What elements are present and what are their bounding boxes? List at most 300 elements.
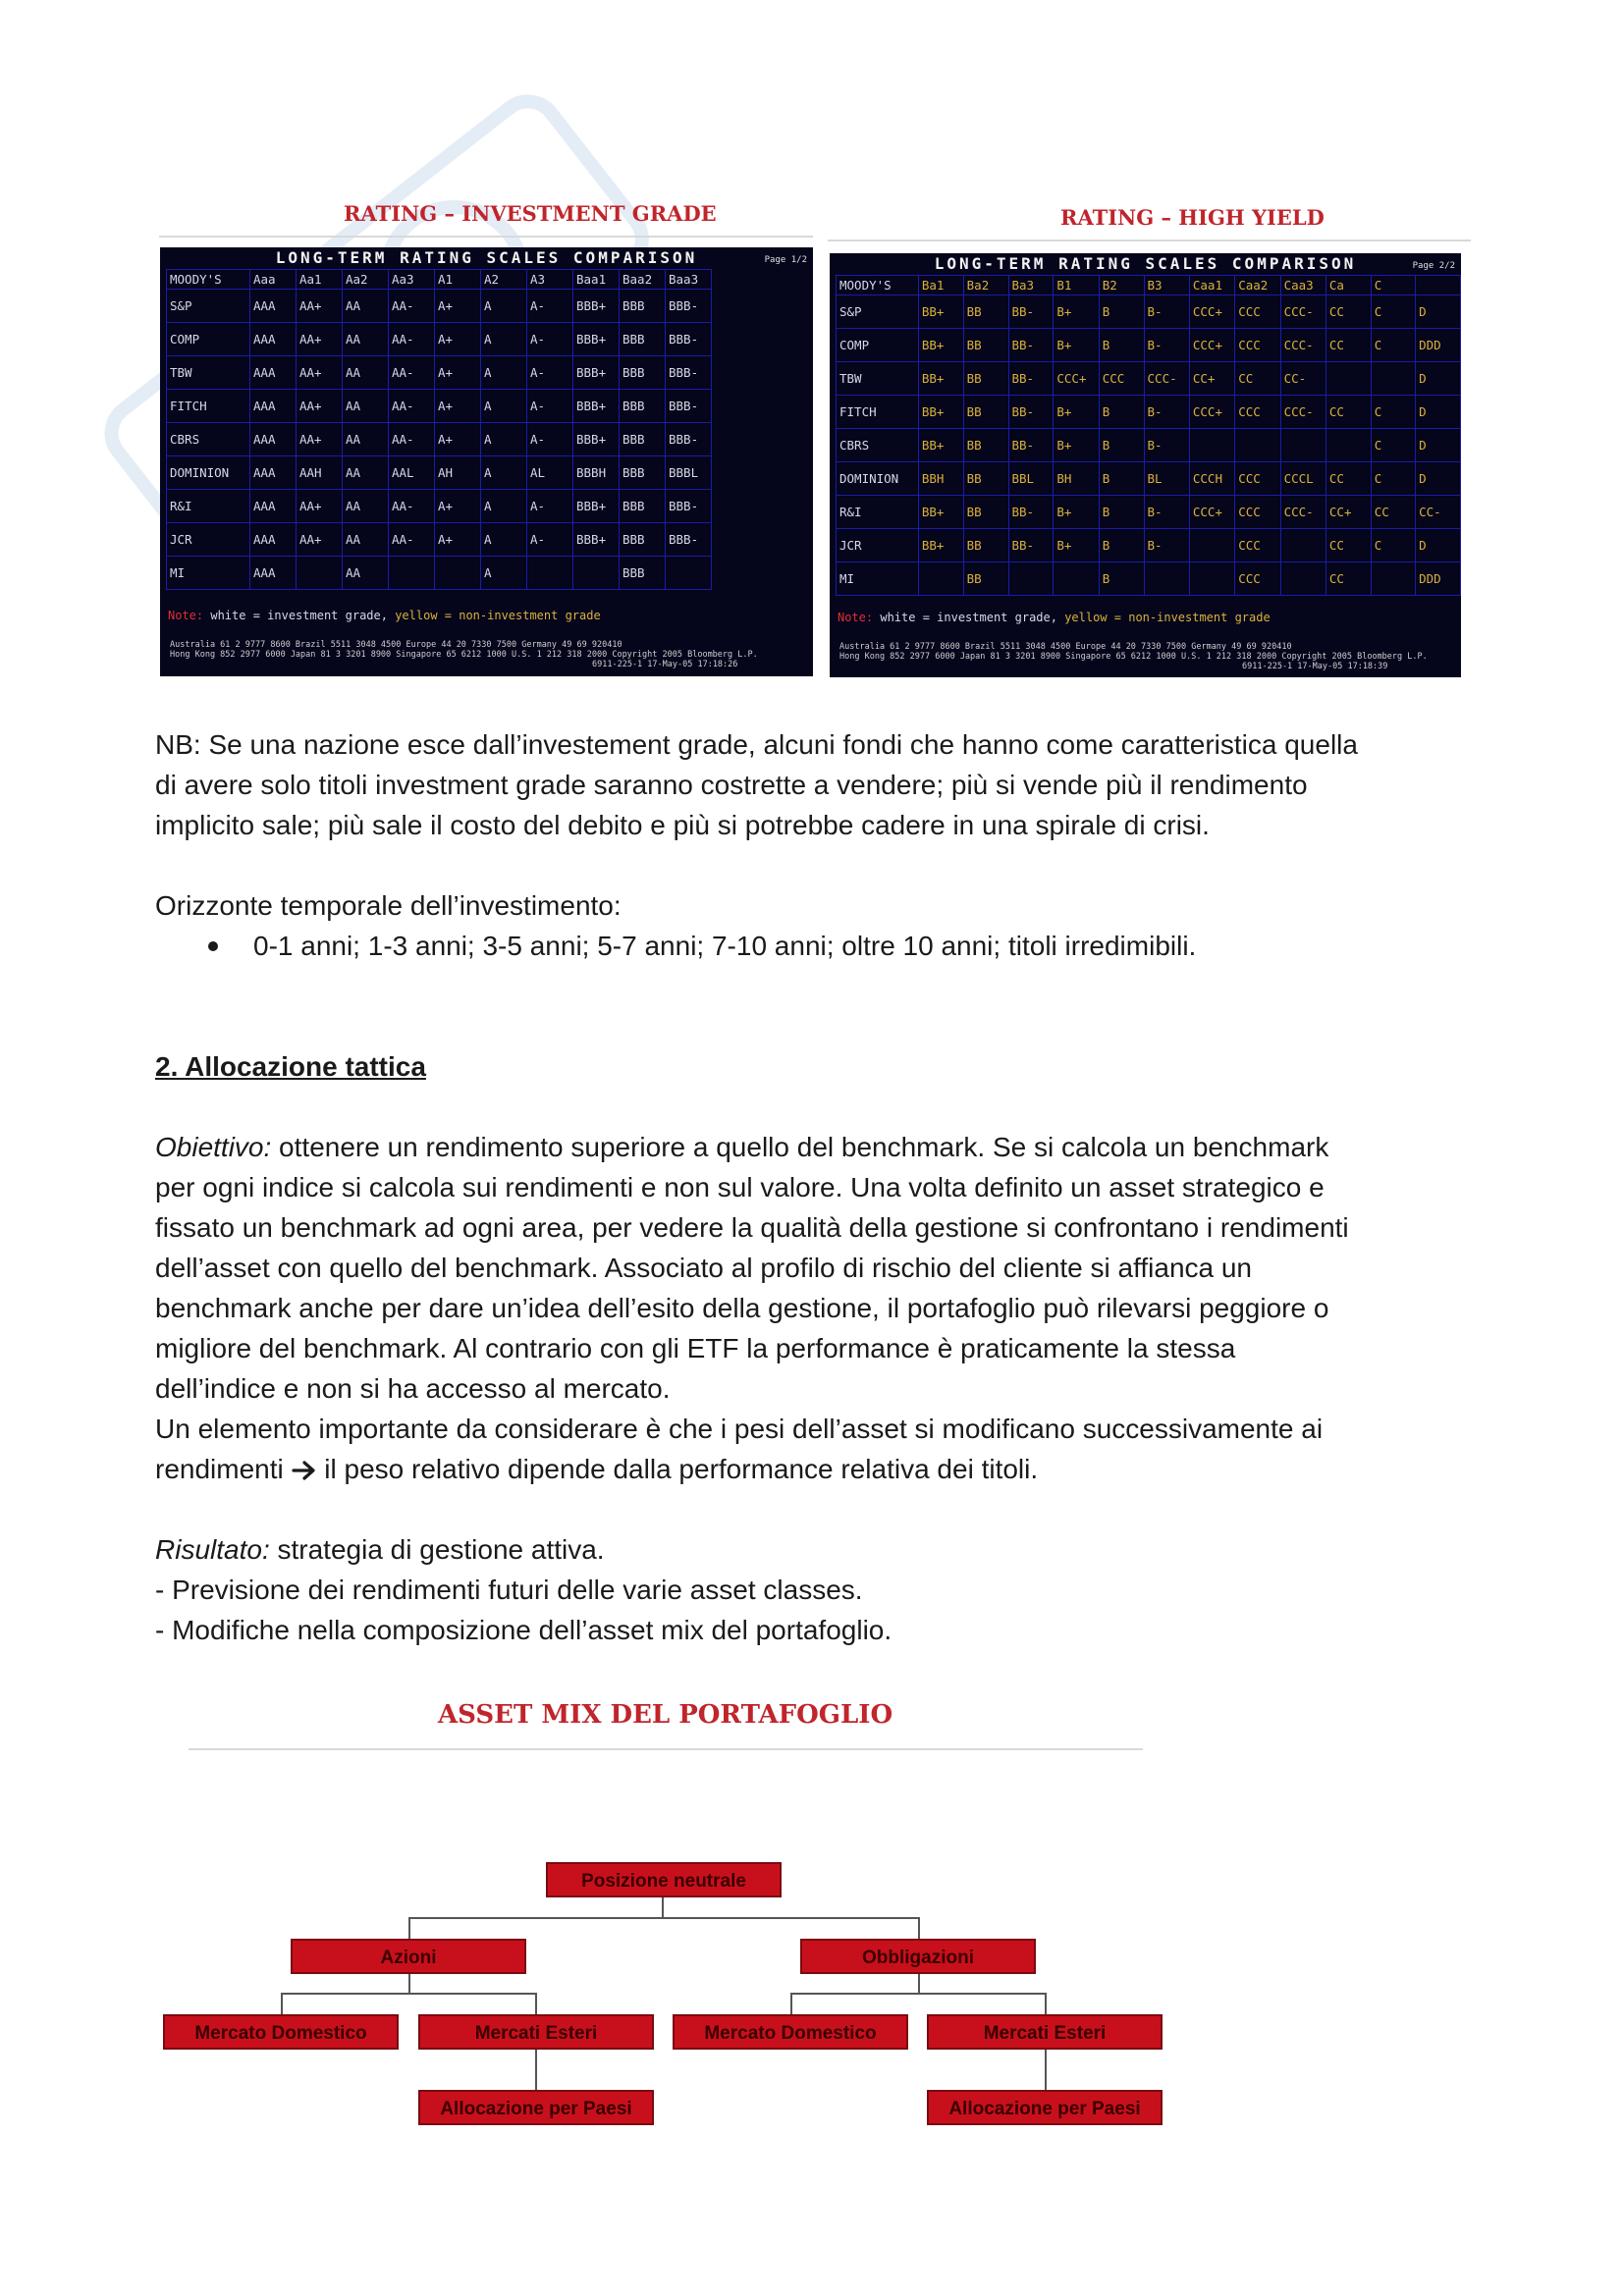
rating-cell: BBB- bbox=[666, 523, 712, 557]
connector bbox=[281, 1993, 536, 1995]
rating-cell: AAA bbox=[250, 290, 297, 323]
rating-cell: B2 bbox=[1099, 276, 1144, 295]
rating-cell: A3 bbox=[527, 270, 573, 290]
rating-cell bbox=[1280, 562, 1325, 596]
agency-cell: DOMINION bbox=[837, 462, 919, 496]
footer-timestamp: 6911-225-1 17-May-05 17:18:39 bbox=[1242, 662, 1388, 671]
rating-cell: BBB bbox=[620, 490, 666, 523]
rating-cell: CC+ bbox=[1325, 496, 1371, 529]
connector bbox=[535, 2049, 537, 2092]
paragraph-line: Un elemento importante da considerare è che i pesi dell’asset si modificano successivamente ai bbox=[155, 1414, 1324, 1444]
rating-cell: BB+ bbox=[918, 496, 963, 529]
rating-cell bbox=[1189, 562, 1234, 596]
paragraph-line: NB: Se una nazione esce dall’investement grade, alcuni fondi che hanno come caratteristica quella bbox=[155, 729, 1358, 760]
connector bbox=[408, 1917, 410, 1941]
rating-cell: CCC+ bbox=[1054, 362, 1099, 396]
rating-cell: BBB bbox=[620, 557, 666, 590]
agency-cell: CBRS bbox=[167, 423, 250, 456]
paragraph-line: migliore del benchmark. Al contrario con gli ETF la performance è praticamente la stessa bbox=[155, 1333, 1236, 1363]
paragraph-line: implicito sale; più sale il costo del debito e più si potrebbe cadere in una spirale di crisi. bbox=[155, 810, 1210, 840]
rating-cell: B+ bbox=[1054, 429, 1099, 462]
rating-cell: B+ bbox=[1054, 496, 1099, 529]
rating-cell: CC bbox=[1371, 496, 1415, 529]
rating-cell: AA- bbox=[389, 423, 435, 456]
paragraph-line: benchmark anche per dare un’idea dell’esito della gestione, il portafoglio può rilevarsi peggiore o bbox=[155, 1293, 1329, 1323]
table-row bbox=[837, 496, 1461, 529]
rating-cell bbox=[1054, 562, 1099, 596]
rating-cell: AL bbox=[527, 456, 573, 490]
paragraph-line: dell’asset con quello del benchmark. Associato al profilo di rischio del cliente si affianca un bbox=[155, 1253, 1253, 1283]
note bbox=[838, 611, 1271, 624]
rating-cell: CC bbox=[1325, 295, 1371, 329]
agency-cell: MOODY'S bbox=[167, 270, 250, 290]
paragraph-text: rendimenti bbox=[155, 1454, 292, 1484]
rating-cell: BBBL bbox=[666, 456, 712, 490]
rating-cell: CC bbox=[1235, 362, 1280, 396]
rating-cell bbox=[1325, 362, 1371, 396]
agency-cell: MOODY'S bbox=[837, 276, 919, 295]
rating-cell: AA- bbox=[389, 390, 435, 423]
rating-cell: CCC- bbox=[1280, 295, 1325, 329]
rating-cell: B- bbox=[1144, 496, 1189, 529]
agency-cell: COMP bbox=[167, 323, 250, 356]
rating-cell: BBB- bbox=[666, 423, 712, 456]
paragraph-line bbox=[155, 1449, 1038, 1489]
rating-cell: A+ bbox=[435, 490, 481, 523]
rating-cell bbox=[918, 562, 963, 596]
agency-cell: MI bbox=[837, 562, 919, 596]
rating-cell: CCC- bbox=[1280, 396, 1325, 429]
rating-cell: A+ bbox=[435, 390, 481, 423]
rating-cell: Ba3 bbox=[1008, 276, 1054, 295]
rating-cell: BBB- bbox=[666, 490, 712, 523]
rating-cell: Caa2 bbox=[1235, 276, 1280, 295]
paragraph-line: - Previsione dei rendimenti futuri delle varie asset classes. bbox=[155, 1575, 863, 1605]
investment-grade-table bbox=[160, 247, 813, 676]
rating-cell: BBL bbox=[1008, 462, 1054, 496]
rating-cell: C bbox=[1371, 429, 1415, 462]
rating-cell bbox=[1235, 429, 1280, 462]
footer-timestamp: 6911-225-1 17-May-05 17:18:26 bbox=[592, 660, 738, 669]
bullet-icon bbox=[208, 941, 218, 951]
rating-cell: Baa2 bbox=[620, 270, 666, 290]
rating-cell: A1 bbox=[435, 270, 481, 290]
rating-cell: B- bbox=[1144, 429, 1189, 462]
rating-cell bbox=[1280, 529, 1325, 562]
connector bbox=[790, 1993, 1046, 1995]
rating-cell: BB+ bbox=[918, 362, 963, 396]
divider bbox=[189, 1748, 1143, 1750]
rating-cell: CCC bbox=[1235, 496, 1280, 529]
rating-cell: A bbox=[481, 490, 527, 523]
header-row bbox=[837, 276, 1461, 295]
rating-cell: CCC bbox=[1235, 462, 1280, 496]
rating-cell: D bbox=[1416, 396, 1461, 429]
rating-cell: AH bbox=[435, 456, 481, 490]
rating-cell: B bbox=[1099, 529, 1144, 562]
rating-cell: BB bbox=[963, 295, 1008, 329]
rating-cell: AA+ bbox=[297, 323, 343, 356]
rating-cell: BBB+ bbox=[573, 390, 620, 423]
connector bbox=[408, 1917, 919, 1919]
connector bbox=[1045, 1993, 1047, 2016]
rating-cell: Caa3 bbox=[1280, 276, 1325, 295]
paragraph-text: ottenere un rendimento superiore a quello del benchmark. Se si calcola un benchmark bbox=[271, 1132, 1329, 1162]
rating-cell: BB bbox=[963, 562, 1008, 596]
rating-cell: C bbox=[1371, 462, 1415, 496]
divider bbox=[159, 236, 813, 238]
label-obiettivo: Obiettivo: bbox=[155, 1132, 272, 1162]
rating-cell: BB- bbox=[1008, 496, 1054, 529]
rating-cell: Baa1 bbox=[573, 270, 620, 290]
rating-cell: BBB+ bbox=[573, 356, 620, 390]
rating-cell: CCC- bbox=[1144, 362, 1189, 396]
rating-cell: AAH bbox=[297, 456, 343, 490]
rating-cell: AA bbox=[343, 490, 389, 523]
rating-cell: AAA bbox=[250, 523, 297, 557]
node-posizione-neutrale: Posizione neutrale bbox=[546, 1862, 782, 1897]
rating-cell: A- bbox=[527, 356, 573, 390]
rating-cell: AA- bbox=[389, 490, 435, 523]
rating-cell: A+ bbox=[435, 423, 481, 456]
rating-cell: C bbox=[1371, 396, 1415, 429]
agency-cell: FITCH bbox=[837, 396, 919, 429]
connector bbox=[790, 1993, 792, 2016]
rating-cell: B1 bbox=[1054, 276, 1099, 295]
rating-cell bbox=[666, 557, 712, 590]
rating-cell bbox=[389, 557, 435, 590]
rating-cell: BBB bbox=[620, 456, 666, 490]
paragraph-line: - Modifiche nella composizione dell’asset mix del portafoglio. bbox=[155, 1615, 893, 1645]
table-row bbox=[167, 290, 712, 323]
agency-cell: TBW bbox=[837, 362, 919, 396]
rating-cell: CCC- bbox=[1280, 329, 1325, 362]
rating-cell: AAA bbox=[250, 423, 297, 456]
divider bbox=[828, 240, 1471, 241]
rating-cell: AAA bbox=[250, 356, 297, 390]
agency-cell: CBRS bbox=[837, 429, 919, 462]
rating-cell: B3 bbox=[1144, 276, 1189, 295]
table-row bbox=[167, 557, 712, 590]
connector bbox=[1045, 2049, 1047, 2092]
header-row bbox=[167, 270, 712, 290]
rating-grid bbox=[836, 275, 1461, 596]
rating-cell: B+ bbox=[1054, 529, 1099, 562]
rating-cell: A- bbox=[527, 523, 573, 557]
rating-cell: AAA bbox=[250, 490, 297, 523]
rating-cell: BB bbox=[963, 462, 1008, 496]
rating-cell: BBB bbox=[620, 523, 666, 557]
rating-cell: AA+ bbox=[297, 290, 343, 323]
rating-cell: B bbox=[1099, 429, 1144, 462]
rating-cell: AA+ bbox=[297, 490, 343, 523]
screen-title-text: LONG-TERM RATING SCALES COMPARISON bbox=[934, 254, 1357, 273]
paragraph-line bbox=[155, 1127, 1328, 1167]
screen-title bbox=[160, 247, 813, 269]
rating-cell: A+ bbox=[435, 356, 481, 390]
rating-cell: CCC+ bbox=[1189, 396, 1234, 429]
connector bbox=[281, 1993, 283, 2016]
screen-title bbox=[830, 253, 1461, 275]
rating-cell: AA bbox=[343, 390, 389, 423]
rating-cell: CCC bbox=[1235, 396, 1280, 429]
node-azioni-allocazione-paesi: Allocazione per Paesi bbox=[418, 2090, 654, 2125]
rating-cell bbox=[1189, 529, 1234, 562]
high-yield-title: RATING – HIGH YIELD bbox=[1060, 205, 1325, 230]
rating-cell: AA bbox=[343, 290, 389, 323]
rating-cell bbox=[527, 557, 573, 590]
connector bbox=[662, 1896, 664, 1918]
rating-cell: A bbox=[481, 557, 527, 590]
rating-cell: A bbox=[481, 523, 527, 557]
rating-cell: BB bbox=[963, 362, 1008, 396]
node-obbligazioni: Obbligazioni bbox=[800, 1939, 1036, 1974]
rating-cell: BB- bbox=[1008, 529, 1054, 562]
rating-cell: BB- bbox=[1008, 429, 1054, 462]
footer-line: Australia 61 2 9777 8600 Brazil 5511 3048 4500 Europe 44 20 7330 7500 Germany 49 69 920410 bbox=[839, 642, 1292, 652]
rating-cell: CC bbox=[1325, 396, 1371, 429]
table-row bbox=[837, 429, 1461, 462]
rating-cell: AA bbox=[343, 323, 389, 356]
note-label: Note: bbox=[168, 609, 204, 622]
rating-cell: CCC bbox=[1235, 529, 1280, 562]
rating-cell: AA+ bbox=[297, 523, 343, 557]
rating-cell: BB+ bbox=[918, 396, 963, 429]
connector bbox=[408, 1974, 410, 1994]
rating-cell: CCC bbox=[1235, 329, 1280, 362]
high-yield-table bbox=[830, 253, 1461, 677]
rating-cell: BBH bbox=[918, 462, 963, 496]
rating-cell: B+ bbox=[1054, 295, 1099, 329]
agency-cell: DOMINION bbox=[167, 456, 250, 490]
rating-cell: B- bbox=[1144, 295, 1189, 329]
rating-cell: BBB- bbox=[666, 290, 712, 323]
rating-cell: B+ bbox=[1054, 329, 1099, 362]
page-label: Page 2/2 bbox=[1412, 261, 1455, 271]
rating-cell: A bbox=[481, 323, 527, 356]
agency-cell: S&P bbox=[167, 290, 250, 323]
footer-line: Hong Kong 852 2977 6000 Japan 81 3 3201 8900 Singapore 65 6212 1000 U.S. 1 212 318 2000 Copyright 2005 Bloomberg L.P. bbox=[170, 650, 758, 660]
agency-cell: JCR bbox=[837, 529, 919, 562]
rating-cell: BB- bbox=[1008, 329, 1054, 362]
rating-cell: B- bbox=[1144, 396, 1189, 429]
note-label: Note: bbox=[838, 611, 874, 624]
rating-cell: BB bbox=[963, 529, 1008, 562]
rating-cell: B bbox=[1099, 562, 1144, 596]
rating-cell: A bbox=[481, 356, 527, 390]
table-row bbox=[837, 562, 1461, 596]
rating-cell: C bbox=[1371, 329, 1415, 362]
connector bbox=[918, 1974, 920, 1994]
rating-cell: A- bbox=[527, 490, 573, 523]
label-risultato: Risultato: bbox=[155, 1534, 270, 1565]
paragraph-line: di avere solo titoli investment grade saranno costrette a vendere; più si vende più il rendimento bbox=[155, 770, 1308, 800]
rating-cell: CCC+ bbox=[1189, 329, 1234, 362]
rating-cell bbox=[1008, 562, 1054, 596]
rating-cell: A- bbox=[527, 290, 573, 323]
rating-cell: BB- bbox=[1008, 362, 1054, 396]
rating-cell: D bbox=[1416, 295, 1461, 329]
rating-cell: CC bbox=[1325, 462, 1371, 496]
table-row bbox=[837, 362, 1461, 396]
rating-cell: A+ bbox=[435, 323, 481, 356]
rating-cell: B bbox=[1099, 396, 1144, 429]
node-obbligazioni-mercato-domestico: Mercato Domestico bbox=[673, 2014, 908, 2050]
agency-cell: R&I bbox=[837, 496, 919, 529]
rating-cell: CCC+ bbox=[1189, 496, 1234, 529]
diagram-title: ASSET MIX DEL PORTAFOGLIO bbox=[438, 1700, 893, 1730]
paragraph-text: il peso relativo dipende dalla performance relativa dei titoli. bbox=[316, 1454, 1039, 1484]
rating-cell: B bbox=[1099, 462, 1144, 496]
agency-cell: FITCH bbox=[167, 390, 250, 423]
rating-cell: BBB bbox=[620, 423, 666, 456]
rating-cell: CC+ bbox=[1189, 362, 1234, 396]
rating-cell: Caa1 bbox=[1189, 276, 1234, 295]
table-row bbox=[837, 529, 1461, 562]
section-heading: 2. Allocazione tattica bbox=[155, 1051, 426, 1082]
rating-cell: B- bbox=[1144, 529, 1189, 562]
agency-cell: S&P bbox=[837, 295, 919, 329]
rating-cell: Ba2 bbox=[963, 276, 1008, 295]
rating-cell: AAA bbox=[250, 390, 297, 423]
rating-cell: CCC bbox=[1235, 295, 1280, 329]
rating-cell: BB bbox=[963, 429, 1008, 462]
table-row bbox=[167, 323, 712, 356]
rating-cell: BBB bbox=[620, 290, 666, 323]
rating-cell bbox=[1280, 429, 1325, 462]
rating-cell bbox=[1189, 429, 1234, 462]
agency-cell: COMP bbox=[837, 329, 919, 362]
rating-cell: CCC+ bbox=[1189, 295, 1234, 329]
rating-cell: Aa3 bbox=[389, 270, 435, 290]
node-azioni-mercati-esteri: Mercati Esteri bbox=[418, 2014, 654, 2050]
rating-cell: A+ bbox=[435, 523, 481, 557]
rating-cell: BBB+ bbox=[573, 423, 620, 456]
rating-cell: BBB bbox=[620, 390, 666, 423]
rating-cell: AAA bbox=[250, 557, 297, 590]
rating-cell: BB+ bbox=[918, 529, 963, 562]
agency-cell: JCR bbox=[167, 523, 250, 557]
rating-cell bbox=[1416, 276, 1461, 295]
node-azioni-mercato-domestico: Mercato Domestico bbox=[163, 2014, 399, 2050]
investment-grade-title: RATING – INVESTMENT GRADE bbox=[344, 201, 717, 226]
rating-cell: CCC- bbox=[1280, 496, 1325, 529]
paragraph-line: fissato un benchmark ad ogni area, per vedere la qualità della gestione si confrontano i rendimenti bbox=[155, 1212, 1349, 1243]
rating-cell: AA bbox=[343, 356, 389, 390]
rating-cell: BH bbox=[1054, 462, 1099, 496]
rating-cell: AAL bbox=[389, 456, 435, 490]
rating-cell: A- bbox=[527, 390, 573, 423]
rating-cell: C bbox=[1371, 276, 1415, 295]
node-obbligazioni-allocazione-paesi: Allocazione per Paesi bbox=[927, 2090, 1163, 2125]
rating-cell: BB- bbox=[1008, 295, 1054, 329]
rating-cell: DDD bbox=[1416, 329, 1461, 362]
rating-cell: BBBH bbox=[573, 456, 620, 490]
rating-cell: Aaa bbox=[250, 270, 297, 290]
rating-cell: D bbox=[1416, 362, 1461, 396]
rating-cell: A+ bbox=[435, 290, 481, 323]
screen-title-text: LONG-TERM RATING SCALES COMPARISON bbox=[275, 248, 698, 267]
rating-cell: BB bbox=[963, 496, 1008, 529]
table-row bbox=[837, 396, 1461, 429]
rating-cell: CC- bbox=[1280, 362, 1325, 396]
rating-cell: BBB bbox=[620, 323, 666, 356]
paragraph-line: per ogni indice si calcola sui rendimenti e non sul valore. Una volta definito un asset strategico e bbox=[155, 1172, 1325, 1202]
page-label: Page 1/2 bbox=[764, 255, 807, 265]
arrow-right-icon bbox=[292, 1460, 317, 1481]
rating-cell: AA bbox=[343, 423, 389, 456]
agency-cell: MI bbox=[167, 557, 250, 590]
rating-cell: BB bbox=[963, 396, 1008, 429]
table-row bbox=[167, 523, 712, 557]
note bbox=[168, 609, 601, 622]
note-white: white = investment grade, bbox=[203, 609, 388, 622]
rating-cell: CCCL bbox=[1280, 462, 1325, 496]
rating-cell bbox=[1144, 562, 1189, 596]
rating-cell: Ca bbox=[1325, 276, 1371, 295]
table-row bbox=[837, 295, 1461, 329]
rating-cell: CC bbox=[1325, 529, 1371, 562]
rating-cell: D bbox=[1416, 529, 1461, 562]
rating-cell: A bbox=[481, 390, 527, 423]
table-row bbox=[837, 462, 1461, 496]
rating-cell: BBB+ bbox=[573, 523, 620, 557]
rating-cell: AA bbox=[343, 523, 389, 557]
footer-line: Australia 61 2 9777 8600 Brazil 5511 3048 4500 Europe 44 20 7330 7500 Germany 49 69 920410 bbox=[170, 640, 622, 650]
rating-cell bbox=[1371, 562, 1415, 596]
note-yellow: yellow = non-investment grade bbox=[387, 609, 601, 622]
rating-cell: CCC bbox=[1235, 562, 1280, 596]
rating-cell: CCCH bbox=[1189, 462, 1234, 496]
list-item: 0-1 anni; 1-3 anni; 3-5 anni; 5-7 anni; 7-10 anni; oltre 10 anni; titoli irredimibili. bbox=[253, 931, 1197, 961]
rating-cell: A2 bbox=[481, 270, 527, 290]
rating-cell: CC bbox=[1325, 562, 1371, 596]
rating-cell: Ba1 bbox=[918, 276, 963, 295]
rating-cell: BL bbox=[1144, 462, 1189, 496]
rating-cell: A- bbox=[527, 323, 573, 356]
rating-cell: CC- bbox=[1416, 496, 1461, 529]
rating-cell: CC bbox=[1325, 329, 1371, 362]
rating-grid bbox=[166, 269, 712, 590]
rating-cell: D bbox=[1416, 429, 1461, 462]
rating-cell: B bbox=[1099, 295, 1144, 329]
rating-cell bbox=[1371, 362, 1415, 396]
rating-cell: BBB- bbox=[666, 390, 712, 423]
rating-cell: B bbox=[1099, 496, 1144, 529]
note-yellow: yellow = non-investment grade bbox=[1056, 611, 1271, 624]
connector bbox=[918, 1917, 920, 1941]
rating-cell: BB+ bbox=[918, 295, 963, 329]
rating-cell: CCC bbox=[1099, 362, 1144, 396]
paragraph-text: strategia di gestione attiva. bbox=[269, 1534, 605, 1565]
rating-cell: Aa2 bbox=[343, 270, 389, 290]
rating-cell: A bbox=[481, 456, 527, 490]
rating-cell: B+ bbox=[1054, 396, 1099, 429]
rating-cell: C bbox=[1371, 529, 1415, 562]
rating-cell: BBB+ bbox=[573, 290, 620, 323]
agency-cell: TBW bbox=[167, 356, 250, 390]
footer-line: Hong Kong 852 2977 6000 Japan 81 3 3201 8900 Singapore 65 6212 1000 U.S. 1 212 318 2000 Copyright 2005 Bloomberg L.P. bbox=[839, 652, 1428, 662]
note-white: white = investment grade, bbox=[873, 611, 1057, 624]
rating-cell: AA- bbox=[389, 356, 435, 390]
rating-cell: BBB bbox=[620, 356, 666, 390]
rating-cell bbox=[573, 557, 620, 590]
rating-cell bbox=[1325, 429, 1371, 462]
rating-cell: BB+ bbox=[918, 329, 963, 362]
rating-cell: AA bbox=[343, 456, 389, 490]
paragraph-line bbox=[155, 1529, 605, 1570]
rating-cell: B- bbox=[1144, 329, 1189, 362]
